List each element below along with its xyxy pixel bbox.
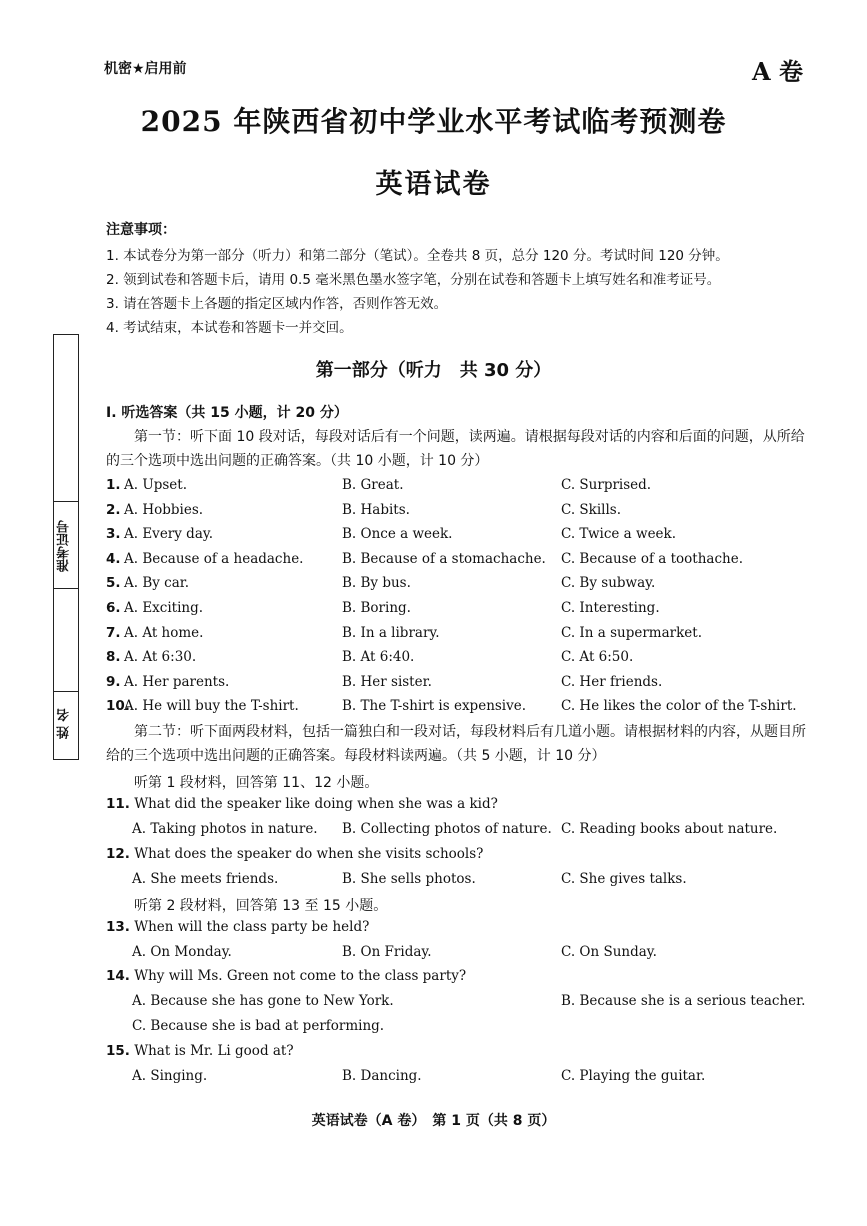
note-item: 4. 考试结束，本试卷和答题卡一并交回。 [106,320,353,336]
question-text: What did the speaker like doing when she was a kid? [134,796,498,812]
option-b: B. Dancing. [342,1068,422,1084]
option-c: C. Playing the guitar. [561,1068,706,1084]
question-13 [106,919,369,935]
notes-heading: 注意事项： [106,222,176,238]
binding-margin [53,334,79,760]
option-b: B. Because she is a serious teacher. [561,993,806,1009]
exam-number-label: 准考证号 [57,520,72,572]
option-c: C. Because of a toothache. [561,551,743,567]
option-c: C. Her friends. [561,674,663,690]
option-b: B. Boring. [342,600,411,616]
question-number: 7. [106,625,121,641]
option-a: A. He will buy the T-shirt. [124,698,299,714]
question-number: 13. [106,919,130,935]
binding-divider [54,501,78,502]
option-c: C. He likes the color of the T-shirt. [561,698,797,714]
option-c: C. In a supermarket. [561,625,702,641]
question-number: 11. [106,796,130,812]
question-11 [106,796,498,812]
option-c: C. At 6:50. [561,649,634,665]
exam-title: 2025 年陕西省初中学业水平考试临考预测卷 [140,105,727,138]
option-c: C. Reading books about nature. [561,821,778,837]
question-number: 5. [106,575,121,591]
question-number: 1. [106,477,121,493]
option-c: C. She gives talks. [561,871,687,887]
option-c: C. On Sunday. [561,944,657,960]
material1-instruction: 听第 1 段材料，回答第 11、12 小题。 [134,775,379,791]
question-number: 14. [106,968,130,984]
confidential-label: 机密★启用前 [104,61,187,77]
option-a: A. On Monday. [132,944,232,960]
option-a: A. She meets friends. [132,871,279,887]
option-c: C. Skills. [561,502,622,518]
section1-intro [106,425,812,473]
question-number: 3. [106,526,121,542]
question-text: When will the class party be held? [134,919,370,935]
option-a: A. By car. [124,575,190,591]
note-item: 2. 领到试卷和答题卡后，请用 0.5 毫米黑色墨水签字笔，分别在试卷和答题卡上填写姓名和准考证号。 [106,272,721,288]
question-number: 12. [106,846,130,862]
binding-divider [54,691,78,692]
section2-intro [106,720,812,768]
option-a: A. Exciting. [124,600,204,616]
question-number: 6. [106,600,121,616]
option-c: C. Twice a week. [561,526,677,542]
page-footer: 英语试卷（A 卷） 第 1 页（共 8 页） [311,1113,556,1129]
section2-intro-text: 第二节：听下面两段材料，包括一篇独白和一段对话，每段材料后有几道小题。请根据材料的内容，从题目所给的三个选项中选出问题的正确答案。每段材料读两遍。（共 5 小题，计 10 分） [106,724,806,764]
question-number: 10. [106,698,130,714]
question-text: What does the speaker do when she visits schools? [134,846,484,862]
option-a: A. Because of a headache. [124,551,304,567]
option-b: B. On Friday. [342,944,432,960]
option-a: A. Every day. [124,526,213,542]
option-a: A. Taking photos in nature. [132,821,318,837]
note-item: 1. 本试卷分为第一部分（听力）和第二部分（笔试）。全卷共 8 页，总分 120 分。考试时间 120 分钟。 [106,248,729,264]
material2-instruction: 听第 2 段材料，回答第 13 至 15 小题。 [134,898,388,914]
option-a: A. Hobbies. [124,502,204,518]
binding-divider [54,588,78,589]
option-b: B. Once a week. [342,526,453,542]
option-c: C. By subway. [561,575,656,591]
option-a: A. Because she has gone to New York. [132,993,394,1009]
option-b: B. At 6:40. [342,649,415,665]
section1-intro-text: 第一节：听下面 10 段对话，每段对话后有一个问题，读两遍。请根据每段对话的内容和后面的问题，从所给的三个选项中选出问题的正确答案。（共 10 小题，计 10 分） [106,429,805,469]
option-b: B. Great. [342,477,404,493]
paper-version: A 卷 [752,57,803,86]
section-heading: Ⅰ. 听选答案（共 15 小题，计 20 分） [106,405,348,421]
option-b: B. Collecting photos of nature. [342,821,552,837]
option-b: B. She sells photos. [342,871,476,887]
option-a: A. At 6:30. [124,649,197,665]
question-number: 9. [106,674,121,690]
question-text: What is Mr. Li good at? [134,1043,294,1059]
option-b: B. By bus. [342,575,411,591]
option-b: B. Her sister. [342,674,432,690]
name-label: 姓 名 [57,708,72,740]
exam-subtitle: 英语试卷 [375,169,492,200]
option-a: A. At home. [124,625,204,641]
option-b: B. The T-shirt is expensive. [342,698,527,714]
option-b: B. Because of a stomachache. [342,551,546,567]
question-number: 15. [106,1043,130,1059]
question-number: 2. [106,502,121,518]
option-b: B. In a library. [342,625,440,641]
question-number: 4. [106,551,121,567]
note-item: 3. 请在答题卡上各题的指定区域内作答，否则作答无效。 [106,296,448,312]
question-14 [106,968,466,984]
option-a: A. Upset. [124,477,187,493]
question-15 [106,1043,294,1059]
question-number: 8. [106,649,121,665]
part-title: 第一部分（听力 共 30 分） [315,360,552,381]
option-a: A. Her parents. [124,674,230,690]
option-b: B. Habits. [342,502,410,518]
option-c: C. Surprised. [561,477,652,493]
question-12 [106,846,483,862]
option-c: C. Interesting. [561,600,660,616]
option-c: C. Because she is bad at performing. [132,1018,385,1034]
question-text: Why will Ms. Green not come to the class party? [134,968,467,984]
option-a: A. Singing. [132,1068,208,1084]
